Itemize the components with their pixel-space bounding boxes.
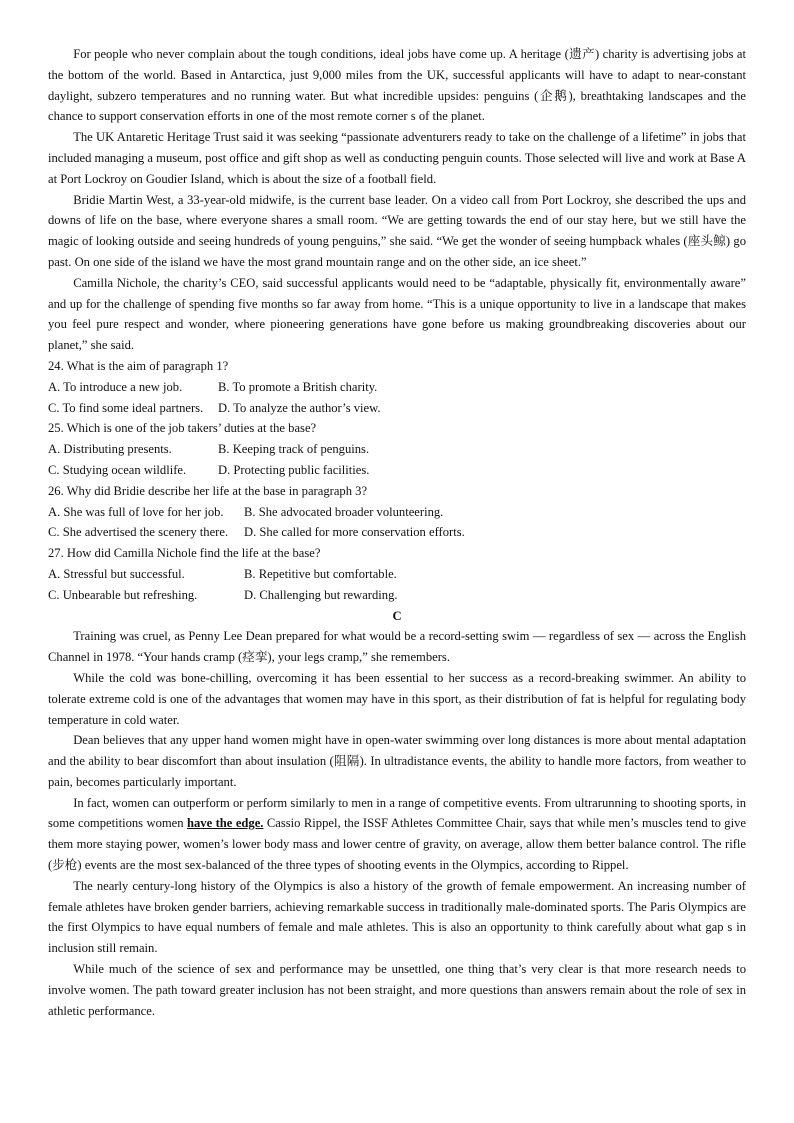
option-row bbox=[48, 398, 746, 419]
option-b: B. Keeping track of penguins. bbox=[218, 442, 370, 457]
underlined-phrase: have the edge. bbox=[187, 816, 264, 831]
section-c-paragraph-5: The nearly century-long history of the Olympics is also a history of the growth of female empowerment. An increasing number of female athletes have broken gender barriers, achieving remarkable success in traditionally male-dominated sports. The Paris Olympics are the first Olympics to have equal numbers of female and male athletes. This is also an opportunity to think carefully about what gap s in inclusion still remain. bbox=[48, 878, 746, 956]
option-c: C. To find some ideal partners. bbox=[48, 400, 204, 415]
option-row bbox=[48, 585, 746, 606]
option-b: B. Repetitive but comfortable. bbox=[244, 566, 397, 581]
option-a: A. Stressful but successful. bbox=[48, 566, 185, 581]
section-heading: C bbox=[392, 608, 402, 623]
section-c-paragraph-6: While much of the science of sex and performance may be unsettled, one thing that’s very clear is that more research needs to involve women. The path toward greater inclusion has not been straight, and more questions than answers remain about the role of sex in athletic performance. bbox=[48, 962, 746, 1018]
option-b: B. She advocated broader volunteering. bbox=[244, 504, 444, 519]
passage-paragraph-4: Camilla Nichole, the charity’s CEO, said successful applicants would need to be “adaptable, physically fit, environmentally aware” and up for the challenge of spending five months so far away from home. “This is a unique opportunity to live in a landscape that makes you feel pure respect and wonder, where pioneering generations have gone before us making groundbreaking discoveries about our planet,” she said. bbox=[48, 275, 746, 353]
passage-paragraph-2: The UK Antaretic Heritage Trust said it was seeking “passionate adventurers ready to take on the challenge of a lifetime” in jobs that included managing a museum, post office and gift shop as well as conducting penguin counts. Those selected will live and work at Base A at Port Lockroy on Goudier Island, which is about the size of a football field. bbox=[48, 130, 746, 186]
option-b: B. To promote a British charity. bbox=[218, 379, 378, 394]
question-stem: 24. What is the aim of paragraph 1? bbox=[48, 358, 229, 373]
option-row bbox=[48, 502, 746, 523]
section-c-paragraph-4 bbox=[48, 793, 746, 876]
option-d: D. She called for more conservation efforts. bbox=[244, 525, 465, 540]
passage-paragraph-3: Bridie Martin West, a 33-year-old midwife, is the current base leader. On a video call from Port Lockroy, she described the ups and downs of life on the base, where everyone shares a small room. “We are getting towards the end of our stay here, but we still have the magic of looking outside and seeing hundreds of young penguins,” she said. “We get the wonder of seeing humpback whales (座头鲸) go past. On one side of the island we have the most grand mountain range and on the other side, an ice sheet.” bbox=[48, 192, 746, 269]
option-a: A. To introduce a new job. bbox=[48, 379, 183, 394]
option-a: A. Distributing presents. bbox=[48, 442, 172, 457]
option-row bbox=[48, 439, 746, 460]
option-row bbox=[48, 377, 746, 398]
question-stem: 25. Which is one of the job takers’ duties at the base? bbox=[48, 421, 317, 436]
option-c: C. She advertised the scenery there. bbox=[48, 525, 229, 540]
passage-paragraph-1: For people who never complain about the tough conditions, ideal jobs have come up. A heritage (遗产) charity is advertising jobs at the bottom of the world. Based in Antarctica, just 9,000 miles from the UK, successful applicants will have to adapt to near-constant daylight, subzero temperatures and no running water. But what incredible upsides: penguins (企鹅), breathtaking landscapes and the chance to support conservation efforts in one of the most remote corner s of the planet. bbox=[48, 47, 746, 124]
option-d: D. To analyze the author’s view. bbox=[218, 400, 381, 415]
option-row bbox=[48, 522, 746, 543]
paragraph-text: In fact, women can outperform or perform similarly to men in a range of competitive events. From ultrarunning to shooting sports, in some competitions women bbox=[48, 795, 746, 831]
option-c: C. Studying ocean wildlife. bbox=[48, 462, 187, 477]
question-26 bbox=[48, 481, 746, 543]
exam-page bbox=[48, 44, 746, 1021]
paragraph-text: Cassio Rippel, the ISSF Athletes Committee Chair, says that while men’s muscles tend to give them more staying power, women’s lower body mass and lower centre of gravity, on average, allow them better balance control. The rifle (步枪) events are the most sex-balanced of the three types of shooting events in the Olympics, according to Rippel. bbox=[48, 816, 746, 873]
question-25 bbox=[48, 418, 746, 480]
question-stem: 26. Why did Bridie describe her life at the base in paragraph 3? bbox=[48, 483, 368, 498]
option-row bbox=[48, 564, 746, 585]
section-c-paragraph-2: While the cold was bone-chilling, overcoming it has been essential to her success as a record-breaking swimmer. An ability to tolerate extreme cold is one of the advantages that women may have in this sport, as their distribution of fat is helpful for regulating body temperature in cold water. bbox=[48, 670, 746, 727]
option-d: D. Challenging but rewarding. bbox=[244, 587, 398, 602]
option-row bbox=[48, 460, 746, 481]
section-c-paragraph-1: Training was cruel, as Penny Lee Dean prepared for what would be a record-setting swim — regardless of sex — across the English Channel in 1978. “Your hands cramp (痉挛), your legs cramp,” she remembers. bbox=[48, 629, 746, 665]
option-c: C. Unbearable but refreshing. bbox=[48, 587, 198, 602]
option-d: D. Protecting public facilities. bbox=[218, 462, 370, 477]
section-c-paragraph-3: Dean believes that any upper hand women might have in open-water swimming over long distances is more about mental adaptation and the ability to bear discomfort than about insulation (阻隔). In ultradistance events, the ability to handle more factors, from weather to pain, becomes particularly important. bbox=[48, 733, 746, 789]
question-27 bbox=[48, 543, 746, 605]
question-24 bbox=[48, 356, 746, 418]
question-stem: 27. How did Camilla Nichole find the life at the base? bbox=[48, 546, 321, 561]
option-a: A. She was full of love for her job. bbox=[48, 504, 224, 519]
